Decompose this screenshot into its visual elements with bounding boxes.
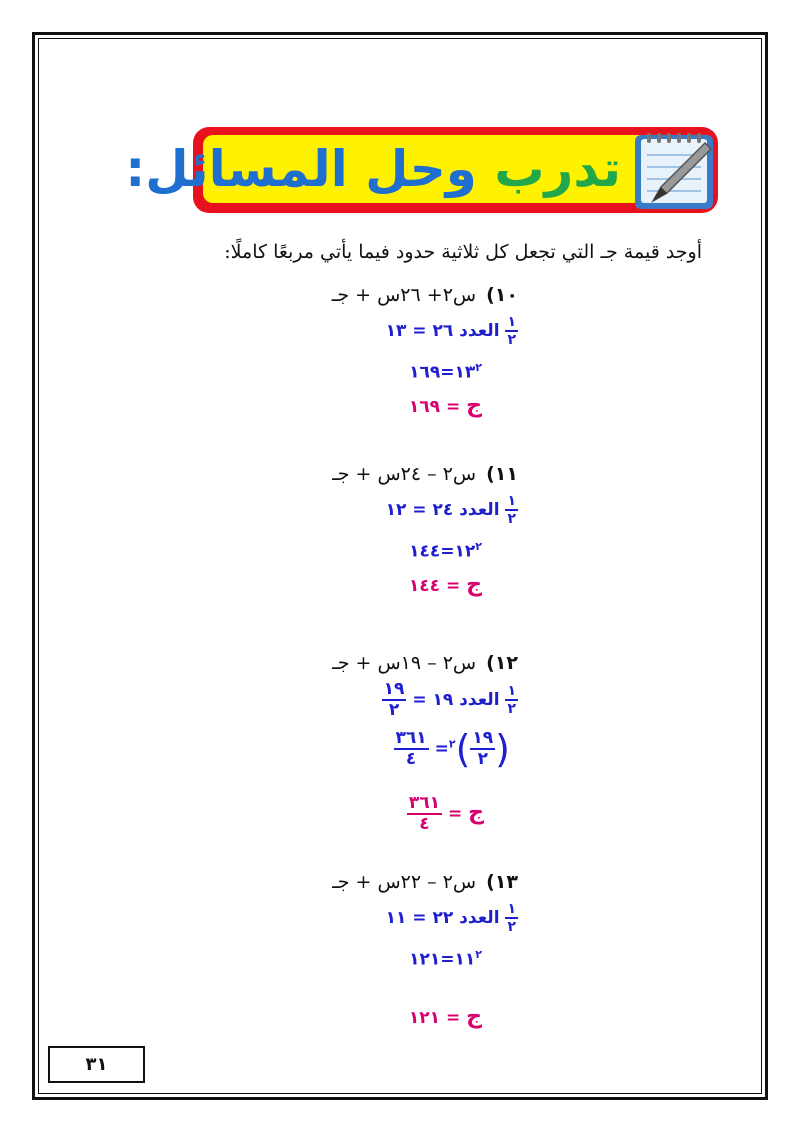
result-line: ج = ١٢١	[408, 1004, 482, 1029]
problem-header	[98, 649, 518, 677]
square-line: $١٢^٢=١٤٤$	[409, 540, 482, 562]
square-value-fraction: $\frac{٣٦١}{٤}$	[395, 728, 427, 769]
banner-title-practice: تدرب	[494, 140, 621, 198]
problem-header	[98, 460, 518, 488]
problem-expression: س٢+ ٢٦س + جـ	[331, 284, 477, 306]
half-coefficient-text: العدد ٢٢ = ١١	[385, 908, 500, 928]
problem-number: ١٣)	[486, 871, 518, 893]
square-line: $١٣^٢=١٦٩$	[409, 361, 482, 383]
half-coefficient-text: العدد ٢٤ = ١٢	[385, 500, 500, 520]
page-number: ٣١	[48, 1046, 145, 1083]
result-line: ج = $\frac{٣٦١}{٤}$	[408, 793, 484, 834]
result-line: ج = ١٦٩	[408, 393, 482, 418]
half-coefficient-line	[382, 681, 518, 719]
problem-10	[98, 281, 518, 431]
half-fraction: $\frac{١}{٢}$	[507, 901, 516, 935]
square-line: ( $\frac{١٩}{٢}$ )$^٢$= $\frac{٣٦١}{٤}$	[395, 727, 510, 771]
problem-expression: س٢ – ١٩س + جـ	[332, 652, 477, 674]
problem-header	[98, 868, 518, 896]
problem-header	[98, 281, 518, 309]
half-coefficient-line	[386, 315, 518, 347]
instruction-text: أوجد قيمة جـ التي تجعل كل ثلاثية حدود فيما يأتي مربعًا كاملًا:	[224, 241, 702, 263]
section-banner	[125, 127, 718, 213]
problem-13	[98, 868, 518, 1038]
result-fraction: $\frac{٣٦١}{٤}$	[408, 793, 441, 834]
half-fraction: $\frac{١}{٢}$	[507, 683, 516, 717]
half-coefficient-line	[386, 494, 518, 526]
problem-expression: س٢ – ٢٢س + جـ	[332, 871, 477, 893]
half-coefficient-text: العدد ٢٦ = ١٣	[385, 321, 500, 341]
half-result-fraction: $\frac{١٩}{٢}$	[383, 679, 405, 720]
problem-expression: س٢ – ٢٤س + جـ	[332, 463, 477, 485]
result-line: ج = ١٤٤	[408, 572, 482, 597]
problem-number: ١٢)	[486, 652, 518, 674]
half-coefficient-text: العدد ١٩ =	[412, 690, 500, 710]
square-line: $١١^٢=١٢١$	[409, 948, 482, 970]
problem-12	[98, 649, 518, 849]
banner-title-solve: وحل المسائل:	[125, 140, 477, 198]
notepad-pencil-icon	[631, 129, 717, 213]
problem-number: ١٠)	[486, 284, 518, 306]
problem-11	[98, 460, 518, 610]
half-fraction: $\frac{١}{٢}$	[507, 314, 516, 348]
half-coefficient-line	[386, 902, 518, 934]
problem-number: ١١)	[486, 463, 518, 485]
half-fraction: $\frac{١}{٢}$	[507, 493, 516, 527]
banner-title	[125, 135, 621, 203]
